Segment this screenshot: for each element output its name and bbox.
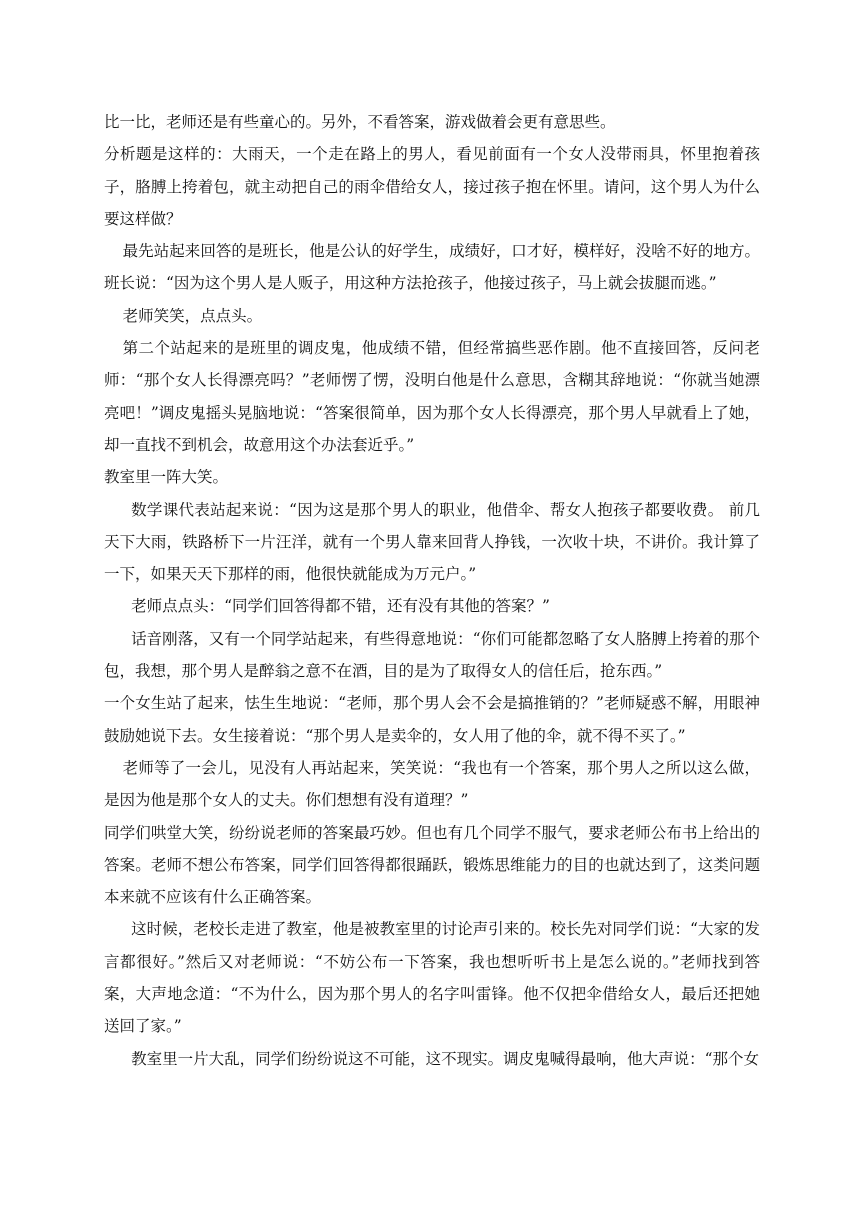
paragraph-9: 话音刚落，又有一个同学站起来，有些得意地说：“你们可能都忽略了女人胳膊上挎着的那个包，我想，那个男人是醉翁之意不在酒，目的是为了取得女人的信任后，抢东西。” — [104, 629, 760, 681]
paragraph-3: 最先站起来回答的是班长，他是公认的好学生，成绩好，口才好，模样好，没啥不好的地方。班长说：“因为这个男人是人贩子，用这种方法抢孩子，他接过孩子，马上就会拔腿而逃。” — [104, 242, 760, 293]
paragraph-13: 这时候，老校长走进了教室，他是被教室里的讨论声引来的。校长先对同学们说：“大家的发言都很好。”然后又对老师说：“不妨公布一下答案，我也想听听书上是怎么说的。”老师找到答案，大声地念道：“不为什么，因为那个男人的名字叫雷锋。他不仅把伞借给女人，最后还把她送回了家。” — [104, 920, 760, 1036]
paragraph-14: 教室里一片大乱，同学们纷纷说这不可能，这不现实。调皮鬼喊得最响，他大声说：“那个女 — [131, 1049, 760, 1068]
paragraph-5: 第二个站起来的是班里的调皮鬼，他成绩不错，但经常搞些恶作剧。他不直接回答，反问老师：“那个女人长得漂亮吗？”老师愣了愣，没明白他是什么意思，含糊其辞地说：“你就当她漂亮吧！”调皮鬼摇头晃脑地说：“答案很简单，因为那个女人长得漂亮，那个男人早就看上了她，却一直找不到机会，故意用这个办法套近乎。” — [104, 339, 760, 454]
document-body — [104, 106, 760, 1075]
paragraph-6: 教室里一阵大笑。 — [104, 468, 229, 487]
paragraph-1: 比一比，老师还是有些童心的。另外，不看答案，游戏做着会更有意思些。 — [104, 113, 616, 131]
paragraph-2: 分析题是这样的：大雨天，一个走在路上的男人，看见前面有一个女人没带雨具，怀里抱着孩子，胳膊上挎着包，就主动把自己的雨伞借给女人，接过孩子抱在怀里。请问，这个男人为什么要这样做？ — [104, 145, 760, 228]
paragraph-4: 老师笑笑，点点头。 — [122, 306, 263, 325]
paragraph-10: 一个女生站了起来，怯生生地说：“老师，那个男人会不会是搞推销的？”老师疑惑不解，用眼神鼓励她说下去。女生接着说：“那个男人是卖伞的，女人用了他的伞，就不得不买了。” — [104, 694, 760, 745]
paragraph-7: 数学课代表站起来说：“因为这是那个男人的职业，他借伞、帮女人抱孩子都要收费。 前几天下大雨，铁路桥下一片汪洋，就有一个男人靠来回背人挣钱，一次收十块，不讲价。我计算了一下，如果天天下那样的雨，他很快就能成为万元户。” — [104, 500, 760, 584]
paragraph-11: 老师等了一会儿，见没有人再站起来，笑笑说：“我也有一个答案，那个男人之所以这么做，是因为他是那个女人的丈夫。你们想想有没有道理？” — [104, 758, 760, 810]
paragraph-8: 老师点点头：“同学们回答得都不错，还有没有其他的答案？” — [131, 597, 550, 616]
paragraph-12: 同学们哄堂大笑，纷纷说老师的答案最巧妙。但也有几个同学不服气，要求老师公布书上给出的答案。老师不想公布答案，同学们回答得都很踊跃，锻炼思维能力的目的也就达到了，这类问题本来就不应该有什么正确答案。 — [104, 823, 760, 907]
